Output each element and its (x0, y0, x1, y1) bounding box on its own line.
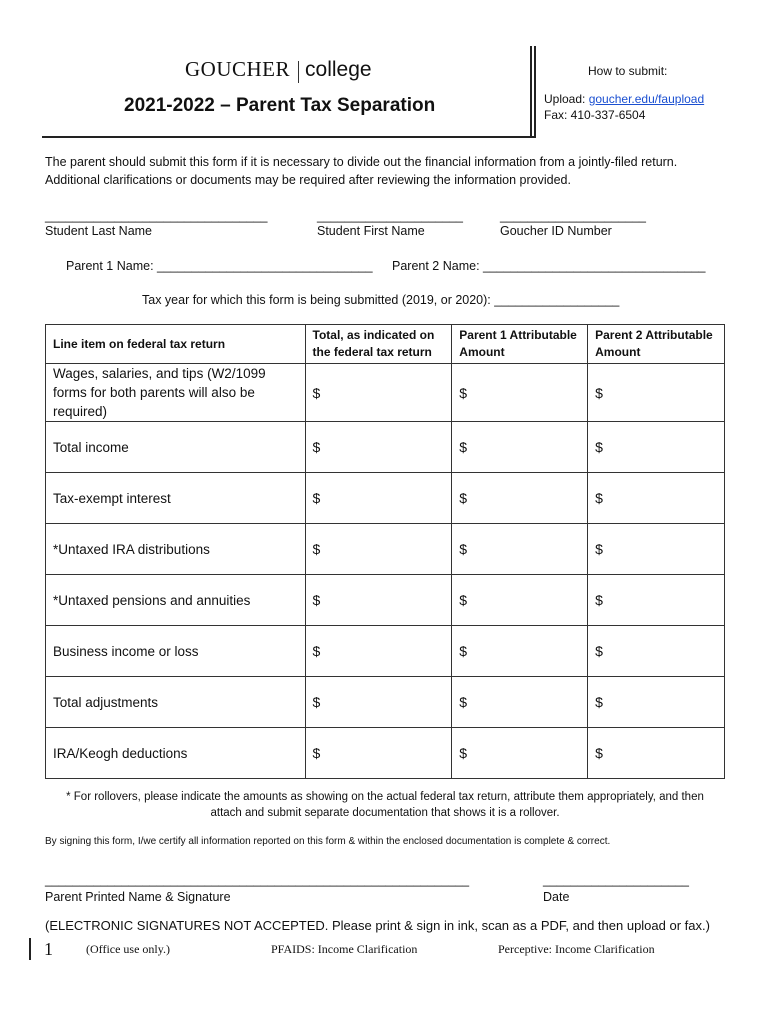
parent1-cell[interactable]: $ (452, 626, 588, 677)
parent2-cell[interactable]: $ (588, 626, 725, 677)
date-line[interactable]: _____________________ (543, 873, 689, 887)
table-header-row (46, 325, 725, 364)
parent1-cell[interactable]: $ (452, 575, 588, 626)
total-cell[interactable]: $ (305, 575, 452, 626)
page-title: 2021-2022 – Parent Tax Separation (124, 95, 436, 116)
header-line-item: Line item on federal tax return (46, 325, 306, 364)
goucher-id-blank[interactable]: _____________________ (500, 209, 646, 223)
parent1-cell[interactable]: $ (452, 524, 588, 575)
table-row (46, 575, 725, 626)
parent2-cell[interactable]: $ (588, 524, 725, 575)
table-row (46, 677, 725, 728)
parent2-cell[interactable]: $ (588, 728, 725, 779)
parent2-cell[interactable]: $ (588, 473, 725, 524)
row-label: *Untaxed pensions and annuities (46, 575, 306, 626)
student-first-label: Student First Name (317, 224, 425, 238)
total-cell[interactable]: $ (305, 626, 452, 677)
intro-line-2: Additional clarifications or documents may be required after reviewing the information provided. (45, 173, 571, 187)
parent2-cell[interactable]: $ (588, 575, 725, 626)
student-last-label: Student Last Name (45, 224, 153, 238)
row-label: Business income or loss (46, 626, 306, 677)
row-label: Tax-exempt interest (46, 473, 306, 524)
parent1-cell[interactable]: $ (452, 473, 588, 524)
table-row (46, 524, 725, 575)
page-margin-bar (29, 938, 31, 960)
total-cell[interactable]: $ (305, 524, 452, 575)
row-label: *Untaxed IRA distributions (46, 524, 306, 575)
goucher-id-label: Goucher ID Number (500, 224, 612, 238)
row-label: Total income (46, 422, 306, 473)
upload-link[interactable]: goucher.edu/faupload (588, 92, 705, 106)
parent2-cell[interactable]: $ (588, 364, 725, 422)
certification-statement: By signing this form, I/we certify all information reported on this form & within the enclosed documentation is complete & correct. (45, 836, 611, 847)
total-cell[interactable]: $ (305, 364, 452, 422)
student-last-blank[interactable]: ________________________________ (45, 209, 268, 223)
parent1-cell[interactable]: $ (452, 728, 588, 779)
date-label: Date (543, 890, 570, 904)
perceptive-label: Perceptive: Income Clarification (498, 942, 655, 956)
table-row (46, 728, 725, 779)
header-parent2: Parent 2 Attributable Amount (588, 325, 725, 364)
table-row (46, 626, 725, 677)
tax-year-field[interactable]: Tax year for which this form is being submitted (2019, or 2020): __________________ (142, 293, 620, 307)
logo-divider (298, 61, 299, 83)
row-label: Total adjustments (46, 677, 306, 728)
total-cell[interactable]: $ (305, 677, 452, 728)
parent1-cell[interactable]: $ (452, 422, 588, 473)
electronic-signature-notice: (ELECTRONIC SIGNATURES NOT ACCEPTED. Please print & sign in ink, scan as a PDF, and then upload or fax.) (45, 918, 710, 933)
header-total: Total, as indicated on the federal tax return (305, 325, 452, 364)
table-row (46, 422, 725, 473)
header-rule (42, 136, 536, 138)
tax-separation-table (45, 324, 725, 779)
upload-info (544, 92, 704, 106)
page-number: 1 (44, 939, 53, 959)
rollover-footnote-1: * For rollovers, please indicate the amounts as showing on the actual federal tax return, attribute them appropriately, and then (66, 791, 704, 803)
header-divider-left (530, 46, 532, 136)
parent1-name-field[interactable]: Parent 1 Name: _______________________________ (66, 259, 373, 273)
total-cell[interactable]: $ (305, 473, 452, 524)
submit-heading: How to submit: (588, 64, 668, 78)
parent1-cell[interactable]: $ (452, 364, 588, 422)
header-parent1: Parent 1 Attributable Amount (452, 325, 588, 364)
pfaids-label: PFAIDS: Income Clarification (271, 942, 418, 956)
student-first-blank[interactable]: _____________________ (317, 209, 463, 223)
logo-name: GOUCHER (185, 57, 291, 81)
upload-label: Upload: (544, 92, 589, 106)
logo-sub: college (305, 58, 372, 81)
row-label: Wages, salaries, and tips (W2/1099 forms for both parents will also be required) (46, 364, 306, 422)
signature-line[interactable]: _____________________________________________________________ (45, 873, 470, 887)
parent2-cell[interactable]: $ (588, 422, 725, 473)
rollover-footnote-2: attach and submit separate documentation that shows it is a rollover. (210, 807, 560, 819)
total-cell[interactable]: $ (305, 422, 452, 473)
intro-line-1: The parent should submit this form if it is necessary to divide out the financial information from a jointly-filed return. (45, 155, 678, 169)
row-label: IRA/Keogh deductions (46, 728, 306, 779)
header-divider-right (534, 46, 536, 136)
signature-label: Parent Printed Name & Signature (45, 890, 231, 904)
fax-number: Fax: 410-337-6504 (544, 108, 646, 122)
parent1-cell[interactable]: $ (452, 677, 588, 728)
office-use-label: (Office use only.) (86, 942, 170, 956)
parent2-name-field[interactable]: Parent 2 Name: ________________________________ (392, 259, 706, 273)
parent2-cell[interactable]: $ (588, 677, 725, 728)
table-row (46, 473, 725, 524)
college-logo (185, 57, 372, 83)
table-row (46, 364, 725, 422)
total-cell[interactable]: $ (305, 728, 452, 779)
